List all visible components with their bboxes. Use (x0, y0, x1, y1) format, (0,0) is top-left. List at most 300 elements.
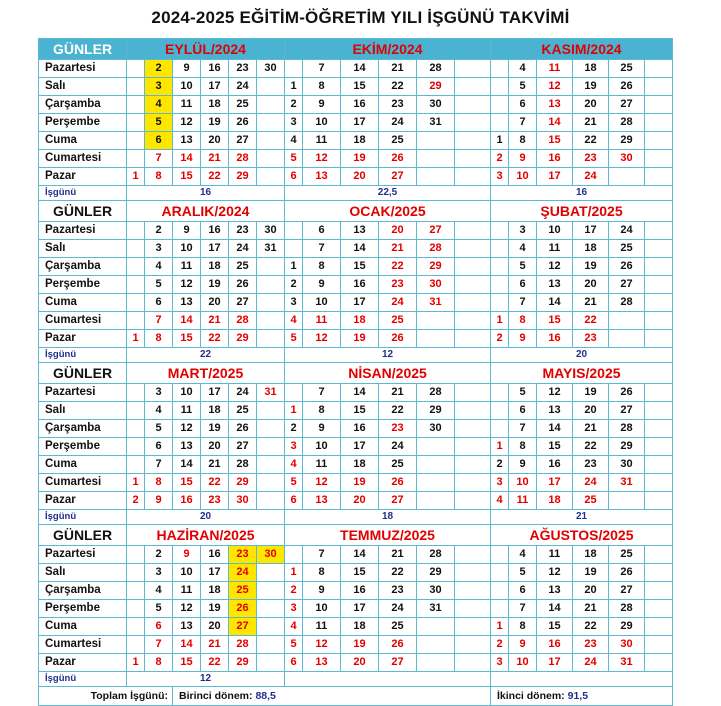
date-cell (645, 618, 673, 636)
date-cell (127, 78, 145, 96)
date-cell: 29 (417, 258, 455, 276)
date-cell (645, 96, 673, 114)
day-name: Pazartesi (39, 384, 127, 402)
date-cell: 14 (173, 456, 201, 474)
date-cell (257, 636, 285, 654)
days-header: GÜNLER (39, 363, 127, 384)
date-cell: 29 (229, 168, 257, 186)
date-cell: 15 (341, 564, 379, 582)
month-header-row (39, 363, 673, 384)
date-cell (417, 456, 455, 474)
date-cell: 11 (303, 618, 341, 636)
date-cell: 29 (609, 132, 645, 150)
date-cell (491, 240, 509, 258)
date-cell (285, 546, 303, 564)
page-title: 2024-2025 EĞİTİM-ÖĞRETİM YILI İŞGÜNÜ TAKVİMİ (151, 8, 570, 27)
date-cell (645, 402, 673, 420)
total-workdays-label: Toplam İşgünü: (39, 687, 173, 706)
date-cell: 2 (145, 222, 173, 240)
date-cell: 21 (201, 150, 229, 168)
date-cell: 28 (417, 384, 455, 402)
date-cell: 7 (509, 114, 537, 132)
date-cell: 8 (145, 654, 173, 672)
date-cell (417, 636, 455, 654)
date-cell (417, 618, 455, 636)
date-cell (257, 258, 285, 276)
date-cell: 13 (537, 96, 573, 114)
date-cell: 10 (303, 438, 341, 456)
date-cell: 28 (609, 600, 645, 618)
date-cell: 25 (609, 240, 645, 258)
first-term-value: 88,5 (255, 690, 276, 702)
date-cell: 12 (537, 384, 573, 402)
date-cell: 6 (509, 276, 537, 294)
date-cell: 14 (537, 114, 573, 132)
date-cell: 9 (303, 420, 341, 438)
date-cell: 6 (285, 492, 303, 510)
date-cell: 12 (537, 78, 573, 96)
date-cell: 16 (341, 582, 379, 600)
date-cell (455, 258, 491, 276)
date-cell: 26 (609, 78, 645, 96)
date-cell: 11 (173, 582, 201, 600)
date-cell: 19 (341, 330, 379, 348)
date-cell: 21 (379, 60, 417, 78)
date-cell: 2 (285, 582, 303, 600)
date-cell: 19 (341, 474, 379, 492)
date-cell: 3 (145, 240, 173, 258)
date-cell: 23 (573, 456, 609, 474)
date-cell: 31 (417, 600, 455, 618)
date-cell: 27 (609, 96, 645, 114)
date-cell: 7 (145, 636, 173, 654)
date-cell: 25 (573, 492, 609, 510)
date-cell: 10 (173, 384, 201, 402)
first-term (173, 687, 491, 706)
date-cell: 2 (491, 456, 509, 474)
date-cell: 14 (341, 546, 379, 564)
date-cell (645, 420, 673, 438)
date-cell: 7 (509, 420, 537, 438)
date-cell (455, 474, 491, 492)
workday-label: İşgünü (39, 186, 127, 201)
date-cell: 2 (491, 150, 509, 168)
date-cell: 2 (145, 546, 173, 564)
date-cell: 4 (145, 402, 173, 420)
date-cell: 30 (257, 546, 285, 564)
date-cell: 8 (303, 258, 341, 276)
date-cell (455, 618, 491, 636)
date-cell: 12 (303, 150, 341, 168)
date-cell (257, 330, 285, 348)
date-cell: 27 (609, 276, 645, 294)
date-cell: 4 (509, 60, 537, 78)
day-name: Salı (39, 78, 127, 96)
date-cell (455, 222, 491, 240)
date-cell: 20 (201, 294, 229, 312)
date-cell: 22 (573, 312, 609, 330)
date-cell: 18 (201, 258, 229, 276)
date-cell: 15 (537, 312, 573, 330)
workday-count: 22 (127, 348, 285, 363)
day-name: Cumartesi (39, 312, 127, 330)
date-cell: 22 (201, 654, 229, 672)
date-cell: 26 (379, 330, 417, 348)
month-name: EYLÜL/2024 (127, 39, 285, 60)
date-cell: 28 (609, 114, 645, 132)
date-cell: 15 (173, 330, 201, 348)
date-cell: 2 (285, 276, 303, 294)
date-cell (455, 312, 491, 330)
day-row (39, 150, 673, 168)
day-name: Cuma (39, 456, 127, 474)
date-cell: 19 (201, 114, 229, 132)
workday-label: İşgünü (39, 672, 127, 687)
date-cell: 13 (303, 654, 341, 672)
date-cell: 27 (609, 402, 645, 420)
date-cell: 8 (509, 438, 537, 456)
date-cell (257, 600, 285, 618)
date-cell (455, 600, 491, 618)
date-cell: 4 (145, 96, 173, 114)
date-cell: 5 (145, 600, 173, 618)
date-cell: 29 (229, 474, 257, 492)
second-term-label: İkinci dönem: (497, 690, 565, 702)
date-cell: 5 (509, 258, 537, 276)
date-cell (257, 492, 285, 510)
date-cell: 17 (537, 168, 573, 186)
day-row (39, 114, 673, 132)
date-cell: 7 (145, 312, 173, 330)
date-cell: 14 (537, 294, 573, 312)
date-cell: 27 (379, 654, 417, 672)
date-cell (491, 420, 509, 438)
date-cell: 29 (609, 618, 645, 636)
date-cell: 3 (491, 168, 509, 186)
date-cell: 4 (145, 582, 173, 600)
date-cell (645, 132, 673, 150)
date-cell: 4 (285, 312, 303, 330)
date-cell: 20 (201, 618, 229, 636)
date-cell (257, 402, 285, 420)
date-cell (417, 492, 455, 510)
date-cell: 14 (341, 60, 379, 78)
date-cell: 1 (491, 438, 509, 456)
date-cell: 26 (379, 150, 417, 168)
workday-count (285, 672, 491, 687)
date-cell (455, 330, 491, 348)
date-cell (127, 420, 145, 438)
day-name: Pazartesi (39, 222, 127, 240)
date-cell (127, 276, 145, 294)
date-cell: 1 (491, 312, 509, 330)
date-cell: 28 (417, 546, 455, 564)
date-cell (455, 636, 491, 654)
date-cell: 6 (303, 222, 341, 240)
date-cell (645, 654, 673, 672)
date-cell (609, 330, 645, 348)
date-cell (285, 60, 303, 78)
date-cell: 18 (201, 582, 229, 600)
month-name: ŞUBAT/2025 (491, 201, 673, 222)
date-cell: 22 (379, 78, 417, 96)
workday-count: 20 (127, 510, 285, 525)
date-cell: 31 (257, 384, 285, 402)
date-cell: 31 (417, 114, 455, 132)
date-cell (455, 492, 491, 510)
date-cell (257, 168, 285, 186)
date-cell: 4 (509, 240, 537, 258)
date-cell: 11 (173, 402, 201, 420)
date-cell: 28 (229, 636, 257, 654)
date-cell: 9 (509, 456, 537, 474)
date-cell (417, 438, 455, 456)
date-cell: 16 (201, 60, 229, 78)
day-name: Cumartesi (39, 474, 127, 492)
date-cell (645, 384, 673, 402)
date-cell: 17 (341, 294, 379, 312)
day-row (39, 168, 673, 186)
date-cell: 22 (573, 438, 609, 456)
day-row (39, 420, 673, 438)
date-cell: 6 (145, 618, 173, 636)
date-cell: 3 (145, 78, 173, 96)
month-name: OCAK/2025 (285, 201, 491, 222)
date-cell: 5 (285, 636, 303, 654)
date-cell (257, 582, 285, 600)
date-cell: 12 (303, 330, 341, 348)
date-cell: 22 (201, 168, 229, 186)
day-name: Çarşamba (39, 582, 127, 600)
date-cell (645, 78, 673, 96)
date-cell: 11 (173, 96, 201, 114)
date-cell: 21 (201, 456, 229, 474)
day-name: Cumartesi (39, 636, 127, 654)
date-cell (127, 294, 145, 312)
date-cell: 28 (609, 294, 645, 312)
date-cell: 6 (509, 402, 537, 420)
date-cell: 5 (509, 78, 537, 96)
date-cell: 29 (417, 402, 455, 420)
date-cell: 7 (509, 294, 537, 312)
date-cell: 5 (285, 330, 303, 348)
day-name: Salı (39, 240, 127, 258)
date-cell (127, 600, 145, 618)
date-cell: 24 (609, 222, 645, 240)
date-cell: 17 (341, 114, 379, 132)
date-cell: 25 (229, 96, 257, 114)
date-cell: 17 (201, 564, 229, 582)
date-cell (455, 654, 491, 672)
date-cell: 9 (509, 636, 537, 654)
date-cell (455, 78, 491, 96)
date-cell: 16 (341, 96, 379, 114)
date-cell: 22 (201, 474, 229, 492)
day-name: Çarşamba (39, 420, 127, 438)
date-cell (645, 564, 673, 582)
date-cell: 5 (145, 276, 173, 294)
day-row (39, 240, 673, 258)
date-cell: 26 (229, 420, 257, 438)
workday-count (491, 672, 673, 687)
date-cell (127, 582, 145, 600)
date-cell: 13 (173, 618, 201, 636)
date-cell: 3 (145, 384, 173, 402)
date-cell (455, 132, 491, 150)
date-cell: 25 (609, 546, 645, 564)
day-name: Cuma (39, 132, 127, 150)
date-cell (417, 474, 455, 492)
date-cell: 13 (537, 276, 573, 294)
date-cell: 8 (145, 474, 173, 492)
date-cell: 21 (201, 636, 229, 654)
date-cell: 13 (173, 438, 201, 456)
workday-count: 12 (127, 672, 285, 687)
date-cell: 15 (537, 132, 573, 150)
date-cell: 16 (537, 456, 573, 474)
date-cell: 17 (537, 654, 573, 672)
date-cell (491, 402, 509, 420)
date-cell: 19 (201, 276, 229, 294)
day-row (39, 330, 673, 348)
date-cell: 22 (379, 402, 417, 420)
workday-label: İşgünü (39, 510, 127, 525)
day-row (39, 492, 673, 510)
date-cell: 3 (491, 654, 509, 672)
day-row (39, 474, 673, 492)
date-cell (455, 420, 491, 438)
date-cell: 21 (379, 240, 417, 258)
date-cell: 30 (417, 420, 455, 438)
date-cell (645, 546, 673, 564)
date-cell (257, 456, 285, 474)
date-cell: 26 (609, 564, 645, 582)
date-cell (417, 330, 455, 348)
date-cell: 16 (537, 330, 573, 348)
date-cell: 16 (173, 492, 201, 510)
date-cell: 6 (285, 168, 303, 186)
date-cell (127, 456, 145, 474)
date-cell: 25 (609, 60, 645, 78)
date-cell (455, 168, 491, 186)
date-cell: 19 (341, 636, 379, 654)
date-cell: 18 (573, 240, 609, 258)
date-cell: 6 (145, 132, 173, 150)
date-cell: 20 (573, 582, 609, 600)
date-cell: 13 (537, 582, 573, 600)
date-cell: 28 (417, 60, 455, 78)
date-cell (491, 78, 509, 96)
date-cell: 23 (229, 222, 257, 240)
date-cell: 4 (285, 456, 303, 474)
date-cell (455, 240, 491, 258)
date-cell: 10 (303, 600, 341, 618)
date-cell: 2 (127, 492, 145, 510)
date-cell: 20 (341, 654, 379, 672)
date-cell: 27 (229, 438, 257, 456)
date-cell: 8 (303, 78, 341, 96)
date-cell (257, 564, 285, 582)
date-cell: 14 (537, 420, 573, 438)
day-name: Cuma (39, 294, 127, 312)
day-row (39, 654, 673, 672)
date-cell: 1 (127, 654, 145, 672)
date-cell: 11 (303, 312, 341, 330)
date-cell: 4 (145, 258, 173, 276)
date-cell: 9 (303, 276, 341, 294)
date-cell: 26 (229, 114, 257, 132)
date-cell: 8 (303, 402, 341, 420)
date-cell (455, 60, 491, 78)
date-cell: 24 (229, 78, 257, 96)
day-name: Pazar (39, 168, 127, 186)
date-cell (645, 600, 673, 618)
date-cell: 22 (573, 132, 609, 150)
day-row (39, 78, 673, 96)
date-cell: 23 (573, 330, 609, 348)
date-cell: 17 (201, 240, 229, 258)
date-cell (257, 438, 285, 456)
date-cell: 30 (229, 492, 257, 510)
date-cell (645, 114, 673, 132)
day-name: Pazar (39, 654, 127, 672)
date-cell: 18 (537, 492, 573, 510)
date-cell (645, 582, 673, 600)
date-cell: 23 (379, 276, 417, 294)
date-cell: 17 (201, 384, 229, 402)
date-cell: 7 (303, 240, 341, 258)
date-cell: 9 (509, 330, 537, 348)
date-cell: 23 (201, 492, 229, 510)
date-cell: 16 (537, 150, 573, 168)
second-term-value: 91,5 (567, 690, 589, 702)
date-cell: 29 (609, 438, 645, 456)
date-cell: 9 (173, 546, 201, 564)
date-cell: 21 (573, 114, 609, 132)
date-cell: 26 (609, 258, 645, 276)
date-cell: 3 (509, 222, 537, 240)
date-cell (645, 438, 673, 456)
date-cell: 13 (303, 492, 341, 510)
date-cell: 14 (173, 636, 201, 654)
date-cell: 2 (491, 330, 509, 348)
date-cell: 28 (229, 312, 257, 330)
date-cell: 21 (573, 420, 609, 438)
date-cell: 20 (573, 276, 609, 294)
day-row (39, 636, 673, 654)
date-cell (645, 330, 673, 348)
date-cell: 31 (609, 474, 645, 492)
date-cell: 2 (285, 96, 303, 114)
date-cell (127, 384, 145, 402)
date-cell: 18 (341, 312, 379, 330)
date-cell: 24 (379, 600, 417, 618)
date-cell: 10 (537, 222, 573, 240)
workday-count: 21 (491, 510, 673, 525)
date-cell (645, 276, 673, 294)
date-cell: 8 (509, 618, 537, 636)
date-cell: 16 (537, 636, 573, 654)
date-cell: 24 (573, 654, 609, 672)
date-cell (127, 222, 145, 240)
date-cell: 10 (303, 294, 341, 312)
date-cell: 27 (417, 222, 455, 240)
date-cell: 4 (509, 546, 537, 564)
date-cell: 15 (341, 78, 379, 96)
date-cell (127, 96, 145, 114)
date-cell (417, 150, 455, 168)
date-cell: 14 (341, 384, 379, 402)
